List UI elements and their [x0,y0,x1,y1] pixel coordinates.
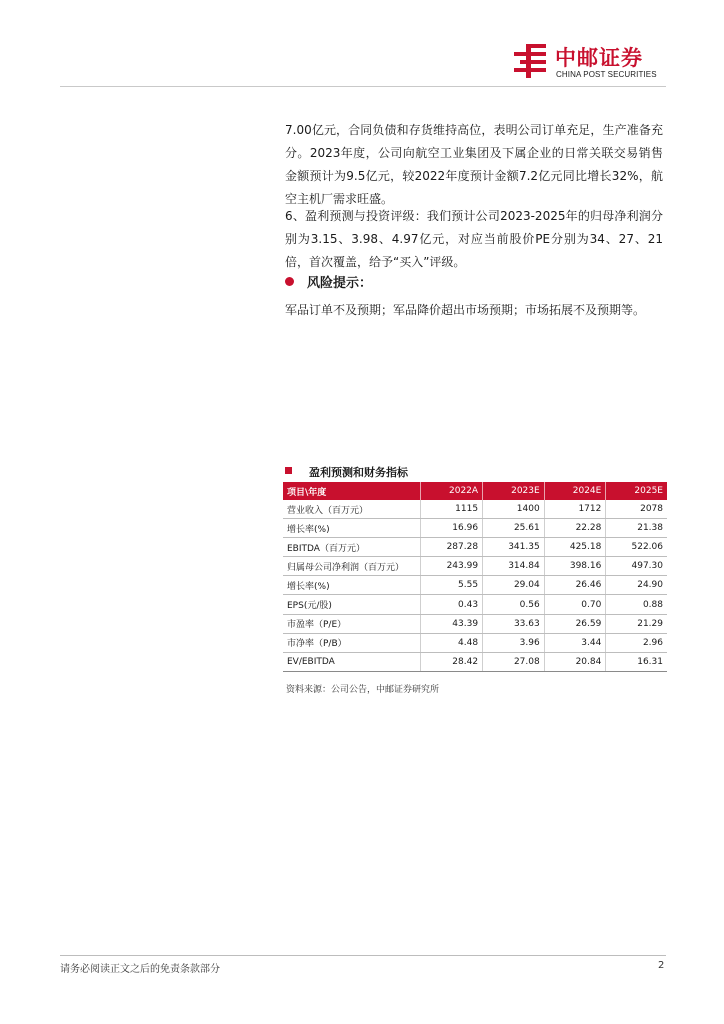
table-cell: 33.63 [483,614,545,633]
table-cell: 522.06 [606,538,667,557]
table-title: 盈利预测和财务指标 [309,466,408,479]
table-cell: 341.35 [483,538,545,557]
table-cell: 0.56 [483,595,545,614]
table-cell: 21.38 [606,519,667,538]
risk-title: 风险提示： [307,276,373,291]
table-row [283,500,667,519]
table-row [283,557,667,576]
brand-name-cn: 中邮证券 [555,46,643,70]
table-cell: 2.96 [606,633,667,652]
table-cell: 425.18 [544,538,606,557]
table-cell: 3.96 [483,633,545,652]
table-cell: 2078 [606,500,667,519]
bullet-dot-icon [285,277,294,286]
row-label: 市净率（P/B） [283,633,421,652]
table-row [283,595,667,614]
row-label: 归属母公司净利润（百万元） [283,557,421,576]
table-cell: 3.44 [544,633,606,652]
table-row [283,576,667,595]
table-cell: 43.39 [421,614,483,633]
table-cell: 287.28 [421,538,483,557]
table-cell: 26.46 [544,576,606,595]
table-row [283,614,667,633]
table-cell: 398.16 [544,557,606,576]
table-cell: 243.99 [421,557,483,576]
table-cell: 21.29 [606,614,667,633]
footer-disclaimer: 请务必阅读正文之后的免责条款部分 [60,964,220,975]
header-divider [60,86,666,87]
table-cell: 0.43 [421,595,483,614]
china-post-logo-icon [512,42,550,80]
table-cell: 5.55 [421,576,483,595]
square-bullet-icon [285,467,292,474]
table-cell: 27.08 [483,652,545,671]
table-cell: 28.42 [421,652,483,671]
table-cell: 16.31 [606,652,667,671]
table-header-cell: 2025E [606,482,667,500]
table-cell: 29.04 [483,576,545,595]
brand-name-en: CHINA POST SECURITIES [556,70,657,79]
row-label: EPS(元/股) [283,595,421,614]
row-label: 增长率(%) [283,576,421,595]
page-header [0,0,724,88]
row-label: 市盈率（P/E） [283,614,421,633]
body-paragraph-1: 7.00亿元，合同负债和存货维持高位，表明公司订单充足，生产准备充分。2023年度，公司向航空工业集团及下属企业的日常关联交易销售金额预计为9.5亿元，较2022年度预计金额7.2亿元同比增长32%，航空主机厂需求旺盛。 [285,123,663,206]
footer-divider [60,955,666,956]
table-cell: 314.84 [483,557,545,576]
row-label: EBITDA（百万元） [283,538,421,557]
risk-paragraph: 军品订单不及预期；军品降价超出市场预期；市场拓展不及预期等。 [285,303,646,317]
table-cell: 26.59 [544,614,606,633]
table-cell: 0.88 [606,595,667,614]
table-cell: 4.48 [421,633,483,652]
table-cell: 20.84 [544,652,606,671]
table-source-note: 资料来源：公司公告，中邮证券研究所 [286,685,440,695]
table-cell: 22.28 [544,519,606,538]
page-number: 2 [658,960,665,971]
table-header-row [283,482,667,500]
table-cell: 1115 [421,500,483,519]
table-row [283,538,667,557]
risk-section-heading [285,272,585,292]
table-cell: 497.30 [606,557,667,576]
body-paragraph-2: 6、盈利预测与投资评级：我们预计公司2023-2025年的归母净利润分别为3.15、3.98、4.97亿元，对应当前股价PE分别为34、27、21倍，首次覆盖，给予“买入”评级。 [285,209,663,269]
table-header-cell: 2022A [421,482,483,500]
row-label: EV/EBITDA [283,652,421,671]
table-cell: 25.61 [483,519,545,538]
table-cell: 0.70 [544,595,606,614]
table-row [283,519,667,538]
table-cell: 16.96 [421,519,483,538]
table-cell: 1400 [483,500,545,519]
brand-logo [512,42,672,82]
financial-forecast-table [283,482,667,672]
row-label: 营业收入（百万元） [283,500,421,519]
table-row [283,652,667,671]
table-caption [285,464,665,480]
table-header-cell: 2023E [483,482,545,500]
table-row [283,633,667,652]
table-cell: 24.90 [606,576,667,595]
table-header-cell: 项目\年度 [283,482,421,500]
table-header-cell: 2024E [544,482,606,500]
table-cell: 1712 [544,500,606,519]
row-label: 增长率(%) [283,519,421,538]
